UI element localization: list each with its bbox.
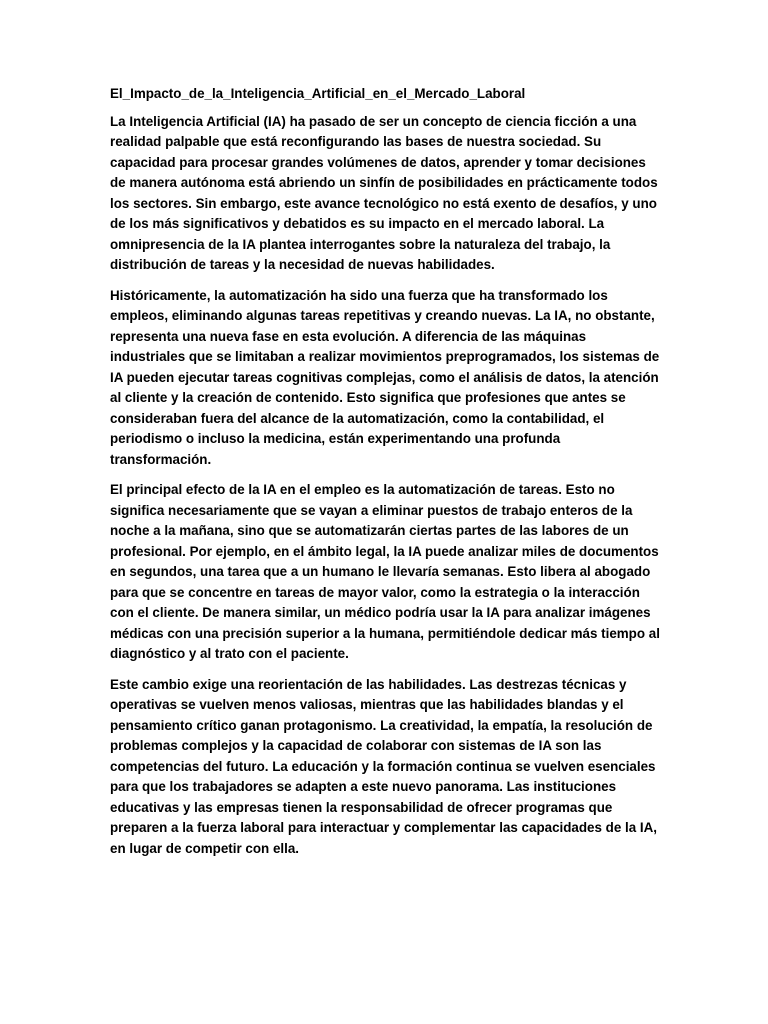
document-page <box>110 84 662 869</box>
paragraph-task-automation: El principal efecto de la IA en el empleo es la automatización de tareas. Esto no significa necesariamente que se vayan a eliminar puestos de trabajo enteros de la noche a la mañana, sino que se automatizarán ciertas partes de las labores de un profesional. Por ejemplo, en el ámbito legal, la IA puede analizar miles de documentos en segundos, una tarea que a un humano le llevaría semanas. Esto libera al abogado para que se concentre en tareas de mayor valor, como la estrategia o la interacción con el cliente. De manera similar, un médico podría usar la IA para analizar imágenes médicas con una precisión superior a la humana, permitiéndole dedicar más tiempo al diagnóstico y al trato con el paciente. <box>110 482 660 661</box>
document-title: El_Impacto_de_la_Inteligencia_Artificial_en_el_Mercado_Laboral <box>110 86 526 101</box>
paragraph-skills: Este cambio exige una reorientación de las habilidades. Las destrezas técnicas y operativas se vuelven menos valiosas, mientras que las habilidades blandas y el pensamiento crítico ganan protagonismo. La creatividad, la empatía, la resolución de problemas complejos y la capacidad de colaborar con sistemas de IA son las competencias del futuro. La educación y la formación continua se vuelven esenciales para que los trabajadores se adapten a este nuevo panorama. Las instituciones educativas y las empresas tienen la responsabilidad de ofrecer programas que preparen a la fuerza laboral para interactuar y complementar las capacidades de la IA, en lugar de competir con ella. <box>110 676 658 856</box>
paragraph-history: Históricamente, la automatización ha sido una fuerza que ha transformado los empleos, eliminando algunas tareas repetitivas y creando nuevas. La IA, no obstante, representa una nueva fase en esta evolución. A diferencia de las máquinas industriales que se limitaban a realizar movimientos preprogramados, los sistemas de IA pueden ejecutar tareas cognitivas complejas, como el análisis de datos, la atención al cliente y la creación de contenido. Esto significa que profesiones que antes se consideraban fuera del alcance de la automatización, como la contabilidad, el periodismo o incluso la medicina, están experimentando una profunda transformación. <box>110 287 660 467</box>
paragraph-intro: La Inteligencia Artificial (IA) ha pasado de ser un concepto de ciencia ficción a una realidad palpable que está reconfigurando las bases de nuestra sociedad. Su capacidad para procesar grandes volúmenes de datos, aprender y tomar decisiones de manera autónoma está abriendo un sinfín de posibilidades en prácticamente todos los sectores. Sin embargo, este avance tecnológico no está exento de desafíos, y uno de los más significativos y debatidos es su impacto en el mercado laboral. La omnipresencia de la IA plantea interrogantes sobre la naturaleza del trabajo, la distribución de tareas y la necesidad de nuevas habilidades. <box>110 113 658 272</box>
